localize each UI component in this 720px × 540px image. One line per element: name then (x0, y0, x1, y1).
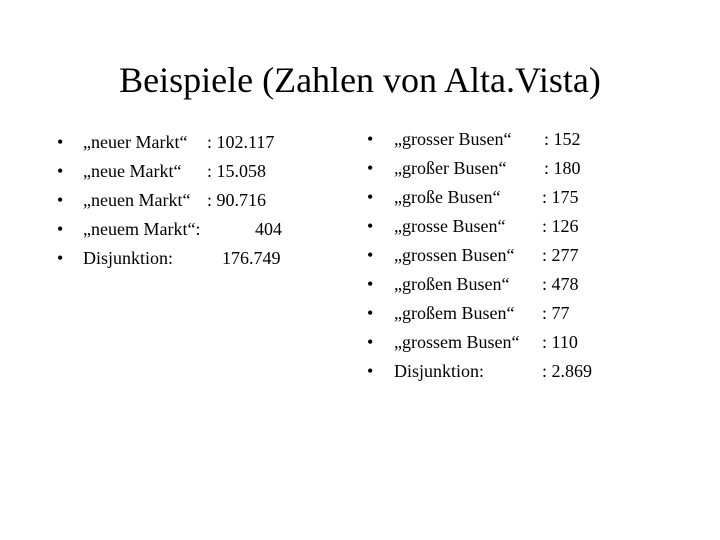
item-term: „grosser Busen“ (394, 129, 512, 149)
item-value: : 152 (544, 129, 581, 149)
list-item (57, 247, 297, 276)
list-item (367, 331, 667, 360)
list-item (367, 273, 667, 302)
item-term: „neuem Markt“: (83, 219, 201, 239)
item-term: „neue Markt“ (83, 161, 182, 181)
item-value: : 102.117 (207, 132, 275, 152)
item-term: „grosse Busen“ (394, 216, 506, 236)
list-item (367, 215, 667, 244)
slide-title: Beispiele (Zahlen von Alta.Vista) (119, 60, 601, 100)
bullet-icon: • (367, 187, 374, 207)
list-item (367, 360, 667, 389)
right-bullet-list (367, 128, 667, 389)
item-term: „neuen Markt“ (83, 190, 191, 210)
list-item (367, 157, 667, 186)
item-value: : 90.716 (207, 190, 267, 210)
item-value: : 126 (542, 216, 579, 236)
item-term: „grossem Busen“ (394, 332, 520, 352)
item-term: „großem Busen“ (394, 303, 515, 323)
item-term: „großer Busen“ (394, 158, 507, 178)
bullet-icon: • (367, 216, 374, 236)
list-item (367, 244, 667, 273)
bullet-icon: • (367, 303, 374, 323)
item-term: Disjunktion: (83, 248, 174, 268)
list-item (367, 186, 667, 215)
item-term: „großen Busen“ (394, 274, 510, 294)
item-value: : 110 (542, 332, 578, 352)
list-item (57, 131, 297, 160)
list-item (367, 302, 667, 331)
list-item (367, 128, 667, 157)
item-value: : 180 (544, 158, 581, 178)
item-value: 176.749 (222, 248, 281, 268)
bullet-icon: • (57, 219, 64, 239)
bullet-icon: • (367, 129, 374, 149)
list-item (57, 218, 297, 247)
item-value: : 77 (542, 303, 570, 323)
bullet-icon: • (57, 132, 64, 152)
item-value: : 175 (542, 187, 579, 207)
item-value: : 277 (542, 245, 579, 265)
item-value: : 478 (542, 274, 579, 294)
item-term: „neuer Markt“ (83, 132, 188, 152)
item-term: „große Busen“ (394, 187, 501, 207)
list-item (57, 160, 297, 189)
item-term: Disjunktion: (394, 361, 485, 381)
bullet-icon: • (57, 190, 64, 210)
bullet-icon: • (367, 158, 374, 178)
bullet-icon: • (367, 332, 374, 352)
item-value: : 15.058 (207, 161, 267, 181)
bullet-icon: • (367, 361, 374, 381)
bullet-icon: • (57, 161, 64, 181)
item-value: : 2.869 (542, 361, 593, 381)
list-item (57, 189, 297, 218)
bullet-icon: • (57, 248, 64, 268)
left-bullet-list (57, 131, 297, 276)
item-term: „grossen Busen“ (394, 245, 515, 265)
bullet-icon: • (367, 274, 374, 294)
bullet-icon: • (367, 245, 374, 265)
item-value: 404 (255, 219, 282, 239)
